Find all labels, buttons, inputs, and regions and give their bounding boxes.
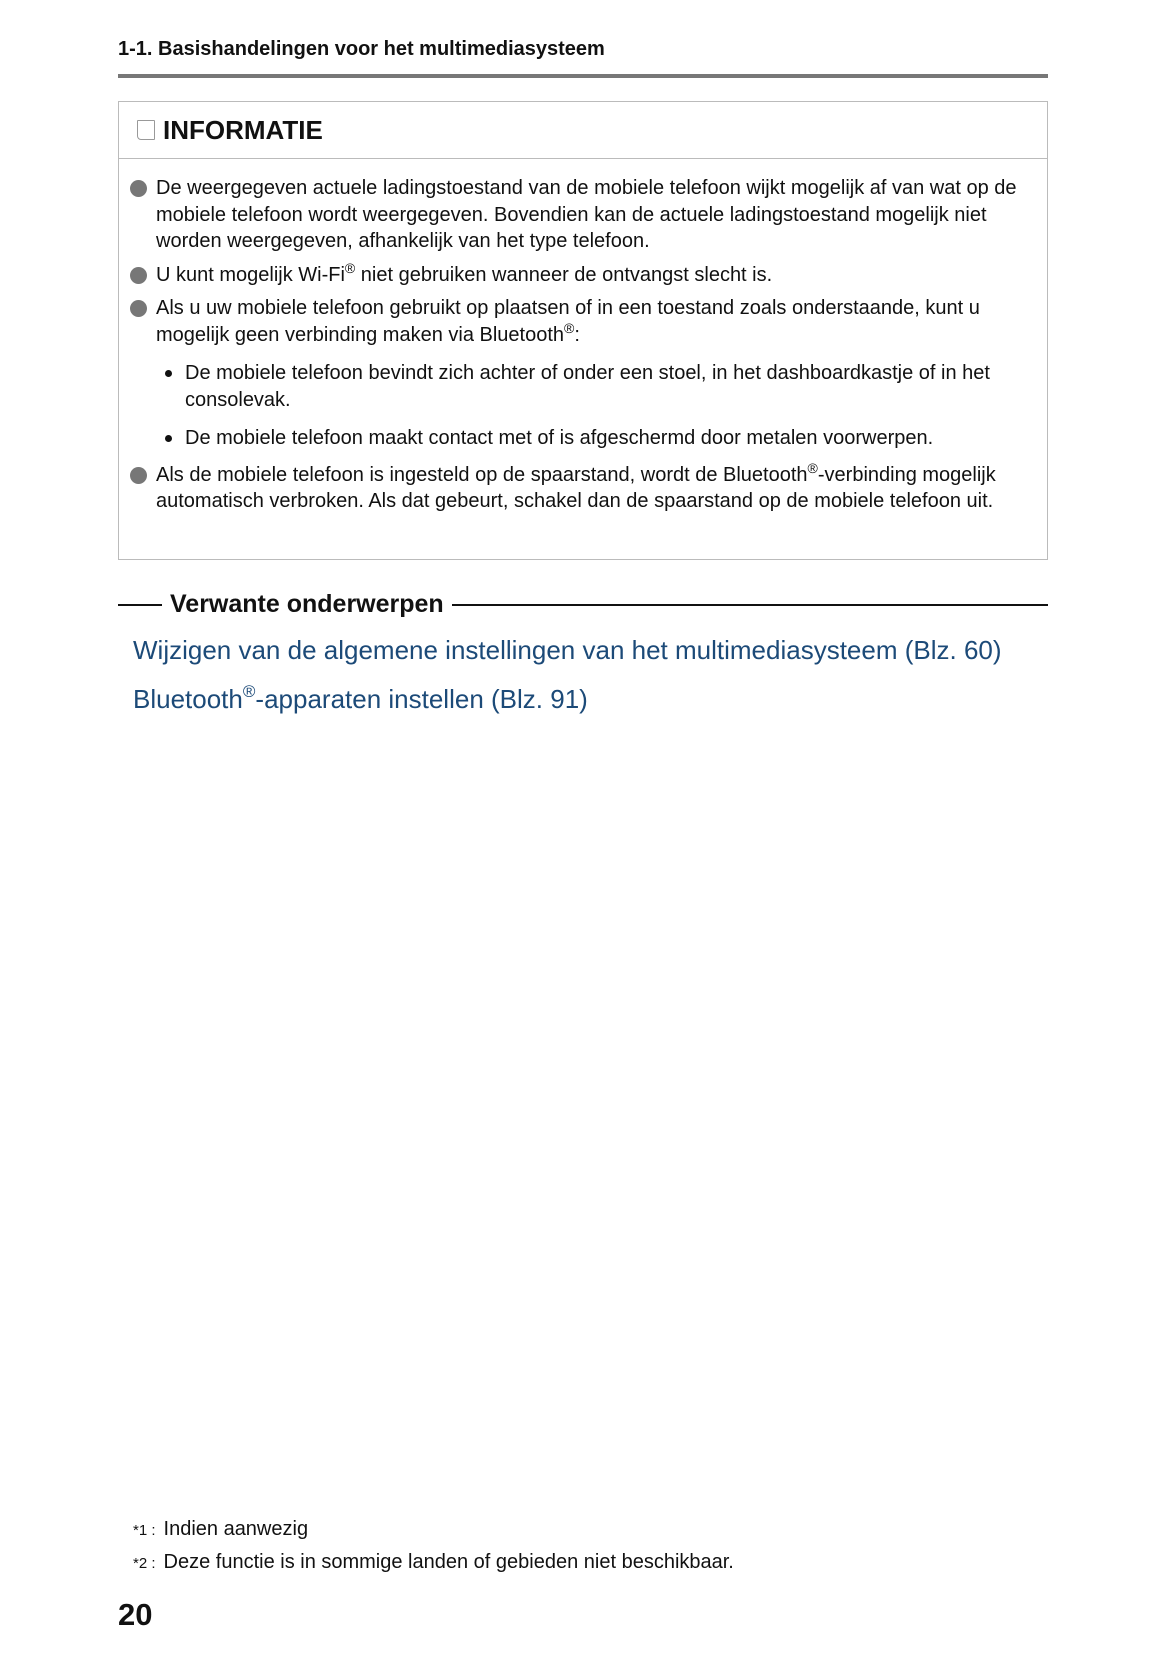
- link-text[interactable]: Bluetooth: [133, 684, 243, 714]
- bullet-icon: [130, 180, 147, 197]
- item-text: -verbinding mogelijk automatisch verbroken. Als dat gebeurt, schakel dan de spaarstand op de mobiele telefoon uit.: [156, 463, 996, 512]
- item-text: Als de mobiele telefoon is ingesteld op de spaarstand, wordt de Bluetooth: [156, 463, 808, 486]
- item-text: U kunt mogelijk Wi-Fi: [156, 263, 345, 286]
- book-icon: [137, 120, 155, 140]
- info-title: INFORMATIE: [163, 114, 323, 145]
- small-bullet-icon: [165, 370, 172, 377]
- link-bluetooth-devices[interactable]: [133, 683, 1033, 716]
- bullet-icon: [130, 467, 147, 484]
- small-bullet-icon: [165, 435, 172, 442]
- footnote: [133, 1518, 308, 1541]
- item-text: :: [574, 323, 580, 346]
- sub-item-text: De mobiele telefoon maakt contact met of is afgeschermd door metalen voorwerpen.: [185, 427, 934, 449]
- bullet-icon: [130, 267, 147, 284]
- related-topics-heading: [118, 590, 1048, 619]
- sub-item: [119, 360, 1019, 413]
- link-general-settings[interactable]: [133, 634, 1033, 667]
- item-text: niet gebruiken wanneer de ontvangst slecht is.: [355, 263, 773, 286]
- info-box: [118, 101, 1048, 560]
- page-number: 20: [118, 1597, 153, 1632]
- registered-mark[interactable]: ®: [242, 682, 256, 701]
- item-text: Als u uw mobiele telefoon gebruikt op plaatsen of in een toestand zoals onderstaande, kunt u mogelijk geen verbinding maken via Bluetooth: [156, 297, 980, 346]
- info-header: [119, 102, 1047, 159]
- section-header: 1-1. Basishandelingen voor het multimediasysteem: [118, 38, 605, 60]
- divider: [452, 604, 1048, 606]
- registered-mark: ®: [564, 319, 575, 336]
- info-item: [119, 459, 1019, 515]
- registered-mark: ®: [807, 459, 818, 476]
- info-item: [119, 295, 1019, 348]
- item-text: De weergegeven actuele ladingstoestand van de mobiele telefoon wijkt mogelijk af van wat op de mobiele telefoon wordt weergegeven. Bovendien kan de actuele ladingstoestand mogelijk niet worden weergegeven, afhankelijk van het type telefoon.: [156, 177, 1017, 252]
- sub-item: [119, 425, 1019, 452]
- divider: [118, 604, 162, 606]
- info-list: [119, 175, 1019, 522]
- info-item: [119, 175, 1019, 255]
- registered-mark: ®: [344, 259, 356, 276]
- footnote-mark: *1 :: [133, 1522, 156, 1539]
- link-text[interactable]: -apparaten instellen (Blz. 91): [255, 684, 588, 714]
- info-item: [119, 259, 1019, 289]
- footnote-text: Indien aanwezig: [163, 1518, 309, 1540]
- sub-item-text: De mobiele telefoon bevindt zich achter of onder een stoel, in het dashboardkastje of in het consolevak.: [185, 362, 990, 411]
- footnote: [133, 1551, 734, 1574]
- related-title: Verwante onderwerpen: [170, 590, 444, 618]
- bullet-icon: [130, 300, 147, 317]
- footnote-text: Deze functie is in sommige landen of gebieden niet beschikbaar.: [163, 1551, 734, 1573]
- related-links: [133, 634, 1033, 732]
- footnote-mark: *2 :: [133, 1555, 156, 1572]
- header-rule: [118, 74, 1048, 78]
- link-text[interactable]: Wijzigen van de algemene instellingen van het multimediasysteem (Blz. 60): [133, 635, 1002, 665]
